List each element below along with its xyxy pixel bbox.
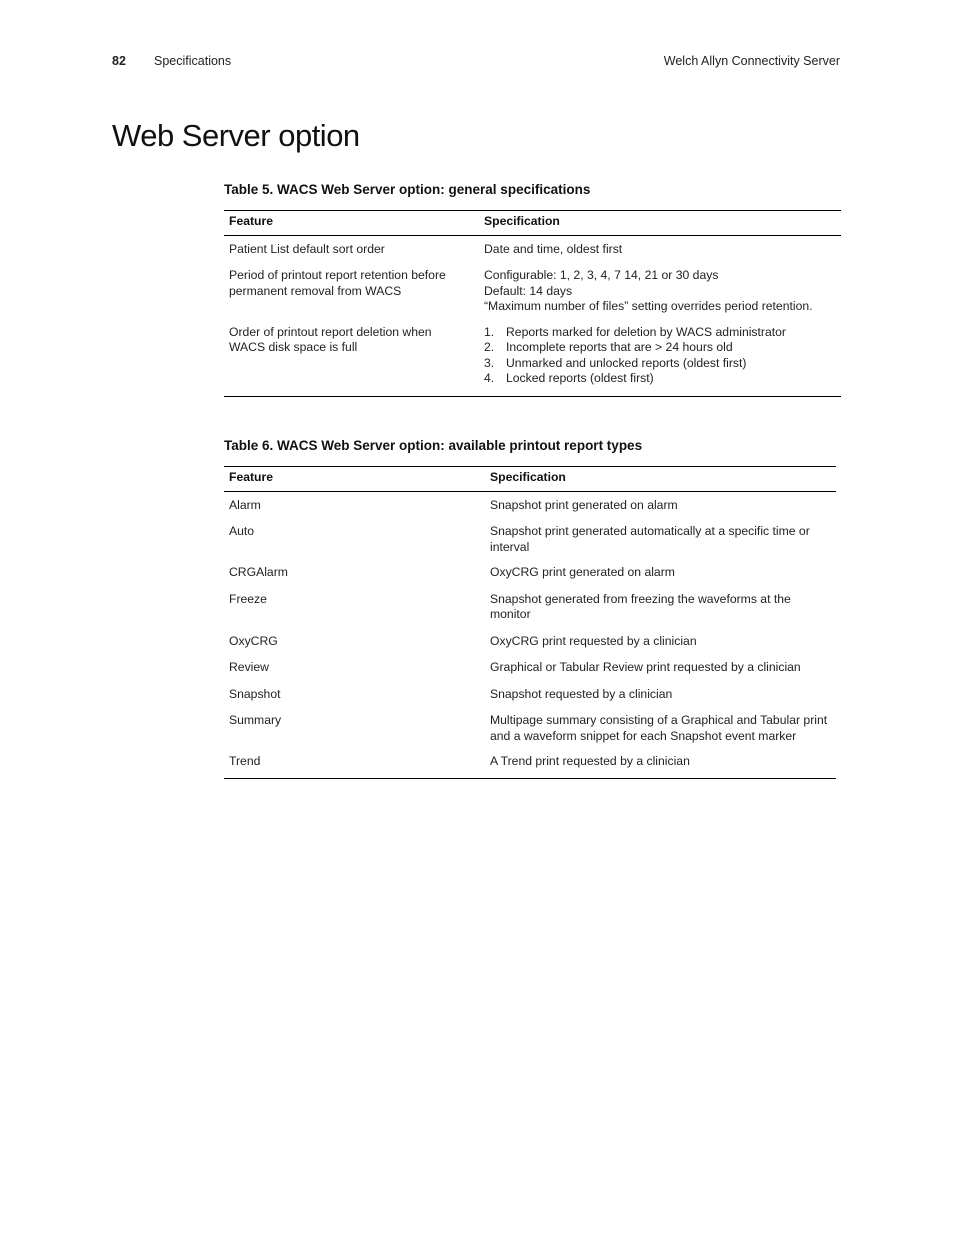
- table5-row3-spec: [479, 325, 841, 397]
- list-item: [484, 325, 836, 341]
- table-row: [224, 660, 836, 687]
- table6-feature: Snapshot: [229, 686, 281, 701]
- table6-spec: Snapshot requested by a clinician: [490, 686, 673, 701]
- table5-row2-spec: [479, 268, 841, 325]
- list-item: [484, 340, 836, 356]
- table-row: [224, 754, 836, 778]
- spec-line: “Maximum number of files” setting overrides period retention.: [484, 299, 813, 313]
- table-row: [224, 634, 836, 661]
- deletion-order-list: [484, 325, 836, 387]
- table6-spec: Snapshot print generated on alarm: [490, 497, 678, 512]
- table5-header-feature: Feature: [224, 211, 479, 236]
- list-number: 2.: [484, 340, 495, 354]
- list-text: Locked reports (oldest first): [506, 371, 654, 385]
- running-section-title: Specifications: [154, 54, 232, 68]
- table-row: [224, 565, 836, 592]
- table5-row3-feature: Order of printout report deletion when WACS disk space is full: [224, 325, 479, 397]
- table-row: [224, 491, 836, 524]
- list-text: Reports marked for deletion by WACS administrator: [506, 324, 786, 339]
- list-item: [484, 371, 836, 387]
- table6-feature: Freeze: [229, 591, 267, 606]
- table6-spec: Snapshot print generated automatically at a specific time or interval: [490, 524, 810, 554]
- spec-line: Default: 14 days: [484, 283, 573, 298]
- running-document-title: Welch Allyn Connectivity Server: [663, 54, 840, 68]
- table6-feature: Alarm: [229, 497, 261, 512]
- table6-feature: Review: [229, 660, 269, 674]
- page-title: Web Server option: [112, 118, 360, 153]
- page-number: 82: [112, 54, 126, 68]
- list-item: [484, 356, 836, 372]
- table5-header-specification: Specification: [479, 211, 841, 236]
- table5-header-row: [224, 211, 841, 236]
- table6-caption: Table 6. WACS Web Server option: available printout report types: [224, 438, 643, 453]
- list-number: 3.: [484, 355, 495, 370]
- list-text: Incomplete reports that are > 24 hours old: [506, 340, 733, 354]
- list-number: 4.: [484, 371, 495, 385]
- table6-feature: Trend: [224, 754, 485, 778]
- table6-spec: Graphical or Tabular Review print requested by a clinician: [490, 660, 801, 674]
- table6-spec: Snapshot generated from freezing the waveforms at the monitor: [490, 591, 791, 621]
- table5-row1-spec: Date and time, oldest first: [484, 241, 623, 256]
- table-row: [224, 687, 836, 714]
- table6-feature: OxyCRG: [229, 633, 278, 648]
- table-row: [224, 325, 841, 397]
- table-row: [224, 235, 841, 268]
- list-text: Unmarked and unlocked reports (oldest first): [506, 355, 747, 370]
- table6-spec: OxyCRG print generated on alarm: [490, 565, 675, 579]
- table-row: [224, 268, 841, 325]
- table6-spec: OxyCRG print requested by a clinician: [490, 633, 697, 648]
- table-row: [224, 713, 836, 754]
- table6-spec: Multipage summary consisting of a Graphical and Tabular print and a waveform snippet for each Snapshot event marker: [490, 713, 828, 743]
- table-row: [224, 592, 836, 634]
- table-row: [224, 524, 836, 565]
- table6-header-feature: Feature: [224, 467, 485, 492]
- table6-feature: Auto: [229, 524, 255, 538]
- table6-feature: CRGAlarm: [229, 565, 288, 579]
- table6-feature: Summary: [229, 713, 282, 727]
- table5-row2-feature: Period of printout report retention before permanent removal from WACS: [229, 268, 446, 298]
- list-number: 1.: [484, 324, 495, 339]
- table6-header-row: [224, 467, 836, 492]
- table6-spec: A Trend print requested by a clinician: [485, 754, 836, 778]
- table6-header-specification: Specification: [485, 467, 836, 492]
- table6: [224, 466, 836, 779]
- table5-row1-feature: Patient List default sort order: [229, 241, 385, 256]
- spec-line: Configurable: 1, 2, 3, 4, 7 14, 21 or 30 days: [484, 268, 719, 282]
- table5: [224, 210, 841, 397]
- table5-caption: Table 5. WACS Web Server option: general specifications: [224, 182, 591, 197]
